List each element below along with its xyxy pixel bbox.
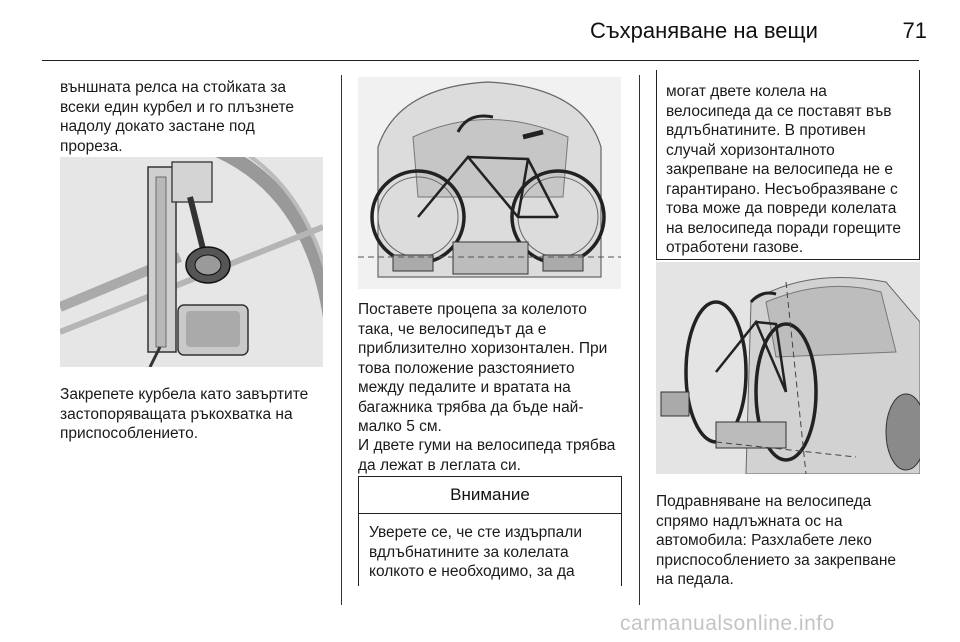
text-line: отработени газове. [666, 239, 804, 256]
page-title: Съхраняване на вещи [590, 18, 818, 43]
crank-lock-illustration [60, 157, 323, 367]
text-line: велосипеда да се поставят във [666, 102, 892, 120]
right-caption-text [656, 492, 931, 590]
bicycle-alignment-illustration [656, 262, 920, 474]
text-line: надолу докато застане под [60, 118, 255, 135]
warning-box [358, 476, 622, 586]
text-line: прореза. [60, 137, 123, 155]
text-line: Поставете процепа за колелото [358, 301, 587, 318]
warning-continued-text [666, 82, 916, 258]
text-line: на велосипеда поради горещите [666, 219, 901, 237]
watermark: carmanualsonline.info [620, 612, 835, 635]
left-intro-text [60, 78, 330, 156]
text-line: могат двете колела на [666, 83, 827, 100]
text-line: гарантирано. Несъобразяване с [666, 180, 898, 198]
text-line: спрямо надлъжната ос на [656, 512, 843, 530]
text-line: да лежат в леглата си. [358, 456, 521, 474]
text-line: Закрепете курбела като завъртите [60, 386, 309, 403]
text-line: багажника трябва да бъде най- [358, 398, 584, 416]
middle-para1-text [358, 300, 633, 437]
text-line: външната релса на стойката за [60, 79, 286, 96]
text-line: застопоряващата ръкохватка на [60, 405, 293, 423]
middle-para2-text [358, 436, 633, 475]
bicycle-carrier-drawing [358, 77, 621, 289]
column-divider-left [341, 75, 342, 605]
text-line: Уверете се, че сте издърпали [369, 524, 582, 541]
warning-box-continued [656, 70, 920, 260]
warning-title: Внимание [359, 477, 621, 514]
text-line: Подравняване на велосипеда [656, 493, 872, 510]
text-line: случай хоризонталното [666, 141, 835, 159]
warning-text [369, 523, 613, 582]
text-line: приспособлението за закрепване [656, 551, 897, 569]
text-line: между педалите и вратата на [358, 379, 571, 396]
bicycle-on-carrier-illustration [358, 77, 621, 289]
text-line: малко 5 см. [358, 418, 442, 435]
text-line: колкото е необходимо, за да [369, 563, 575, 580]
crank-lock-drawing [60, 157, 323, 367]
text-line: автомобила: Разхлабете леко [656, 532, 872, 549]
column-divider-right [639, 75, 640, 605]
text-line: това може да повреди колелата [666, 200, 897, 217]
text-line: закрепване на велосипеда не е [666, 161, 893, 178]
bicycle-alignment-drawing [656, 262, 920, 474]
left-caption-text [60, 385, 335, 444]
text-line: така, че велосипедът да е [358, 320, 547, 338]
text-line: приспособлението. [60, 425, 199, 442]
header-divider [42, 60, 919, 61]
text-line: И двете гуми на велосипеда трябва [358, 437, 616, 454]
text-line: това положение разстоянието [358, 359, 575, 377]
text-line: вдлъбнатините за колелата [369, 543, 569, 561]
text-line: вдлъбнатините. В противен [666, 122, 866, 139]
text-line: на педала. [656, 571, 734, 588]
text-line: всеки един курбел и го плъзнете [60, 98, 294, 116]
text-line: приблизително хоризонтален. При [358, 340, 608, 357]
page-number: 71 [902, 18, 927, 43]
